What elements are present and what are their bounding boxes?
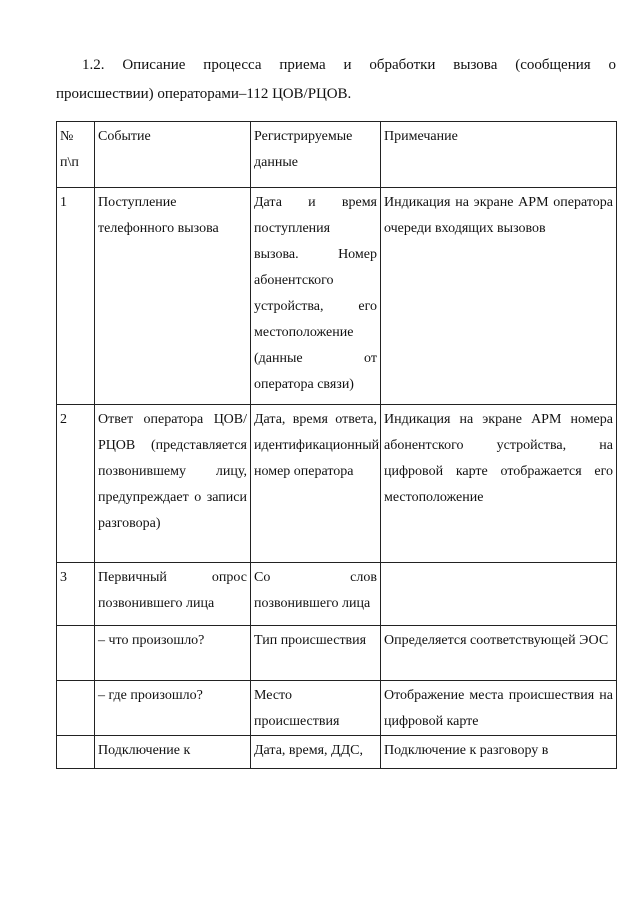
table-row — [57, 188, 617, 405]
row-event: – что произошло? — [95, 626, 251, 681]
row-number — [57, 626, 95, 681]
row-data: Место происшествия — [251, 681, 381, 736]
heading-line-1: 1.2. Описание процесса приема и обработки вызова (сообщения о — [82, 57, 616, 73]
row-data: Дата, время, ДДС, — [251, 736, 381, 769]
table-row — [57, 563, 617, 626]
table-row — [57, 405, 617, 563]
table-header-row — [57, 122, 617, 188]
header-event: Событие — [95, 122, 251, 188]
header-note: Примечание — [381, 122, 617, 188]
row-note: Определяется соответствующей ЭОС — [381, 626, 617, 681]
row-data: Дата и время поступления вызова. Номер абонентского устройства, его местоположение (данные от оператора связи) — [251, 188, 381, 405]
row-number: 2 — [57, 405, 95, 563]
row-number: 1 — [57, 188, 95, 405]
events-table — [56, 121, 617, 769]
row-data: Тип происшествия — [251, 626, 381, 681]
row-data: Со слов позвонившего лица — [251, 563, 381, 626]
header-data: Регистрируемые данные — [251, 122, 381, 188]
row-number — [57, 681, 95, 736]
table-row — [57, 626, 617, 681]
row-note: Отображение места происшествия на цифровой карте — [381, 681, 617, 736]
row-note: Индикация на экране АРМ оператора очереди входящих вызовов — [381, 188, 617, 405]
row-event: Ответ оператора ЦОВ/РЦОВ (представляется позвонившему лицу, предупреждает о записи разговора) — [95, 405, 251, 563]
header-number: № п\п — [57, 122, 95, 188]
table-row — [57, 736, 617, 769]
row-data: Дата, время ответа, идентификационный номер оператора — [251, 405, 381, 563]
row-event: Подключение к — [95, 736, 251, 769]
row-event: Первичный опрос позвонившего лица — [95, 563, 251, 626]
section-heading — [56, 51, 616, 109]
table-row — [57, 681, 617, 736]
row-note: Индикация на экране АРМ номера абонентского устройства, на цифровой карте отображается его местоположение — [381, 405, 617, 563]
row-number — [57, 736, 95, 769]
row-note: Подключение к разговору в — [381, 736, 617, 769]
row-number: 3 — [57, 563, 95, 626]
heading-line-2: происшествии) операторами–112 ЦОВ/РЦОВ. — [56, 86, 352, 102]
row-event: – где произошло? — [95, 681, 251, 736]
row-note — [381, 563, 617, 626]
row-event: Поступление телефонного вызова — [95, 188, 251, 405]
